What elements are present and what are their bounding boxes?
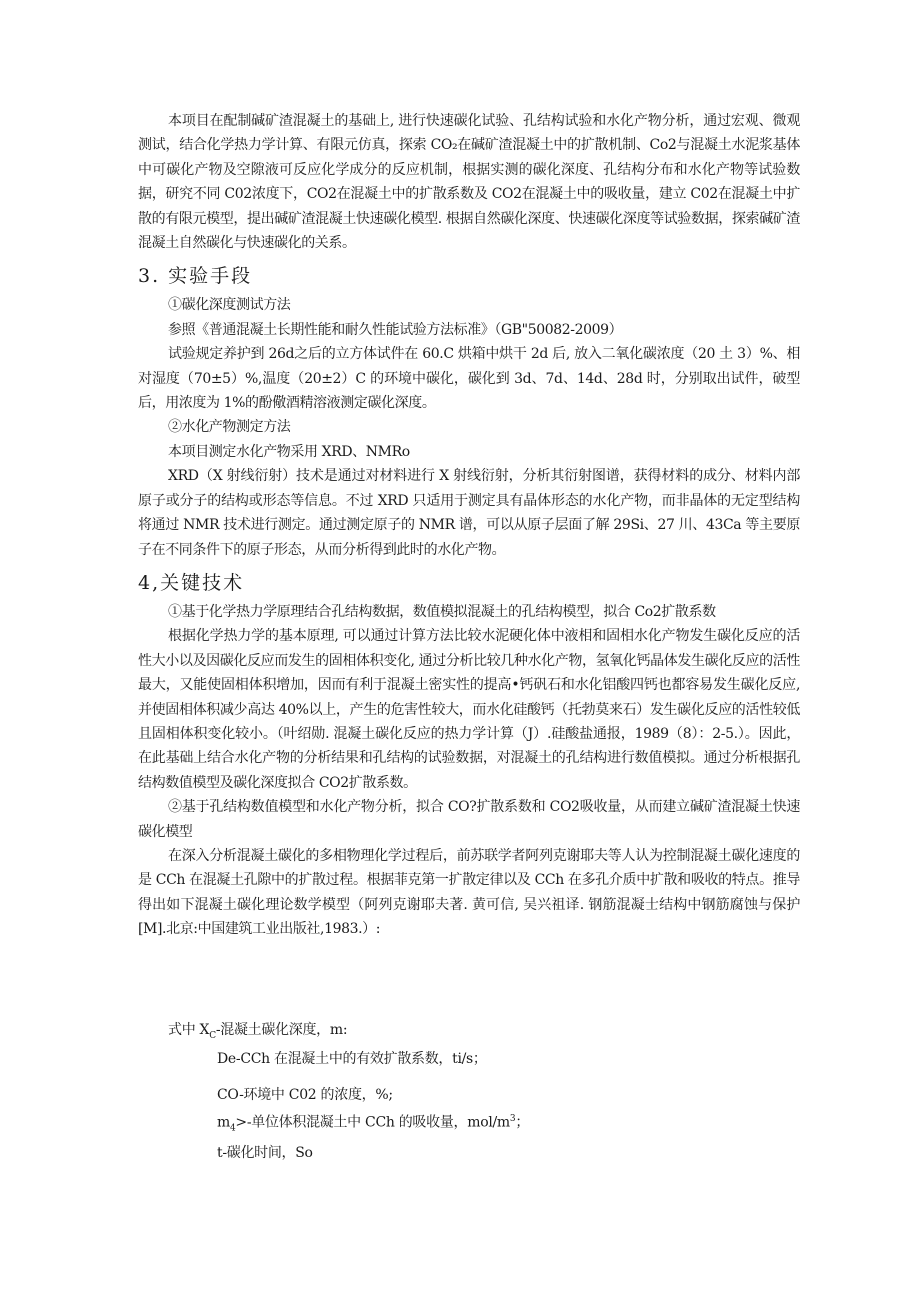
standard-reference: 参照《普通混凝土长期性能和耐久性能试验方法标准》（GB"50082-2009） — [168, 321, 623, 338]
definition-co: CO-环境中 C02 的浓度，%; — [217, 1087, 393, 1104]
section-4-heading: 4,关键技术 — [138, 571, 245, 594]
document-body — [138, 109, 800, 1165]
hydration-product-method-title: ②水化产物测定方法 — [168, 419, 291, 436]
definition-t: t-碳化时间，So — [217, 1144, 313, 1161]
xrd-nmr-paragraph: XRD（X 射线衍射）技术是通过对材料进行 X 射线衍射，分析其衍射图谱，获得材料的成分、材料内部原子或分子的结构或形态等信息。不过 XRD 只适用于测定具有晶体形态的水化产物，而非晶体的无定型结构将通过 NMR 技术进行测定。通过测定原子的 NMR 谱，可以从原子层面了解 29Si、27 川、43Ca 等主要原子在不同条件下的原子形态，从而分析得到此时的水化产物。 — [138, 468, 800, 558]
carbonation-procedure-paragraph: 试验规定养护到 26d之后的立方体试件在 60.C 烘箱中烘干 2d 后, 放入二氧化碳浓度（20 土 3）%、相对湿度（70±5）%,温度（20±2）C 的环境中碳化，碳化到 3d、7d、14d、28d 时，分别取出试件，破型后，用浓度为 1%的酚儆酒精溶液测定碳化深度。 — [138, 346, 800, 412]
model-technique-title: ②基于孔结构数值模型和水化产物分析，拟合 CO?扩散系数和 CO2吸收量，从而建立碱矿渣混凝土快速碳化模型 — [138, 799, 800, 840]
formula-placeholder — [138, 942, 800, 1012]
carbonation-model-paragraph: 在深入分析混凝土碳化的多相物理化学过程后，前苏联学者阿列克谢耶夫等人认为控制混凝土碳化速度的是 CCh 在混凝土孔隙中的扩散过程。根据菲克第一扩散定律以及 CCh 在多孔介质中扩散和吸收的特点。推导得出如下混凝土碳化理论数学模型（阿列克谢耶夫著. 黄可信, 吴兴祖译. 钢筋混凝士结构中钢筋腐蚀与保护[M].北京:中国建筑工业出版社,1983.）: — [138, 847, 800, 938]
carbonation-depth-method-title: ①碳化深度测试方法 — [168, 297, 291, 314]
variable-definitions — [138, 1018, 800, 1165]
xrd-nmr-intro: 本项目测定水化产物采用 XRD、NMRo — [168, 443, 410, 460]
intro-paragraph: 本项目在配制碱矿渣混凝土的基础上, 进行快速碳化试验、孔结构试验和水化产物分析，通过宏观、微观测试，结合化学热力学计算、有限元仿真，探索 CO₂在碱矿渣混凝土中的扩散机制、Co2与混凝土水泥浆基体中可碳化产物及空隙液可反应化学成分的反应机制，根据实测的碳化深度、孔结构分布和水化产物等试验数据，研究不同 C02浓度下，CO2在混凝土中的扩散系数及 CO2在混凝土中的吸收量，建立 C02在混凝土中扩散的有限元模型，提出碱矿渣混凝土快速碳化模型. 根据自然碳化深度、快速碳化深度等试验数据，探索碱矿渣混凝土自然碳化与快速碳化的关系。 — [138, 113, 800, 252]
thermo-paragraph: 根据化学热力学的基本原理, 可以通过计算方法比较水泥硬化体中液相和固相水化产物发生碳化反应的活性大小以及因碳化反应而发生的固相体积变化, 通过分析比较几种水化产物，氢氧化钙晶体发生碳化反应的活性最大，又能使固相体积增加，因而有利于混凝土密实性的提高•钙矾石和水化铝酸四钙也都容易发生碳化反应, 并使固相体积减少高达 40%以上，产生的危害性较大，而水化硅酸钙（托勃莫来石）发生碳化反应的活性较低且固相体积变化较小。（叶绍勋. 混凝土碳化反应的热力学计算（J）.硅酸盐通报，1989（8）：2-5.）。因此，在此基础上结合水化产物的分析结果和孔结构的试验数据，对混凝土的孔结构进行数值模拟。通过分析根据孔结构数值模型及碳化深度拟合 CO2扩散系数。 — [138, 628, 800, 791]
section-3-heading: 3. 实验手段 — [138, 265, 253, 288]
definition-de: De-CCh 在混凝土中的有效扩散系数，ti/s； — [217, 1051, 487, 1068]
thermo-technique-title: ①基于化学热力学原理结合孔结构数据，数值模拟混凝土的孔结构模型，拟合 Co2扩散系数 — [168, 603, 716, 620]
definition-m: $m_4>-$单位体积混凝土中 CCh 的吸收量，mol/$m^3$； — [217, 1114, 530, 1134]
definition-xc: 式中 $X_C-$混凝土碳化深度，m: — [168, 1021, 348, 1041]
